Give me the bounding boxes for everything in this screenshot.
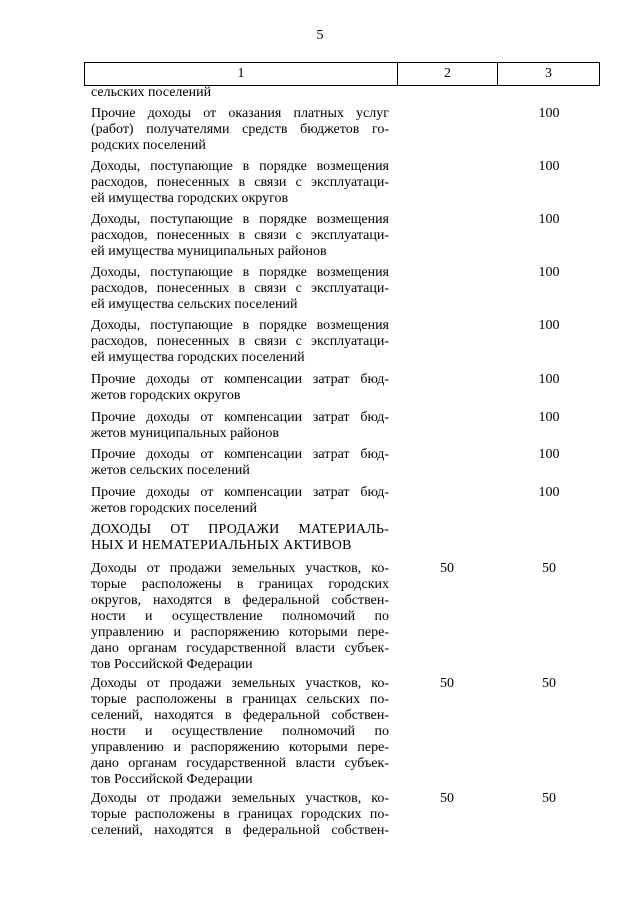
header-col-3: 3 — [545, 66, 552, 81]
row-line: Прочие доходы от компенсации затрат бюд- — [91, 485, 389, 500]
row-value-col3: 100 — [538, 106, 560, 121]
row-line: дано органам государственной власти субъек- — [91, 756, 389, 771]
row-description — [91, 106, 389, 154]
row-line: тов Российской Федерации — [91, 657, 253, 672]
row-value-col3: 100 — [538, 265, 560, 280]
row-line: ей имущества городских поселений — [91, 350, 305, 365]
row-line: Доходы, поступающие в порядке возмещения — [91, 265, 389, 280]
row-description — [91, 318, 389, 366]
row-value-col3: 100 — [538, 318, 560, 333]
row-line: Доходы, поступающие в порядке возмещения — [91, 212, 389, 227]
row-description — [91, 522, 389, 554]
row-description — [91, 561, 389, 673]
header-col-2: 2 — [398, 63, 498, 85]
row-value-col2: 50 — [440, 561, 454, 576]
row-line: округов, находятся в федеральной собствен- — [91, 593, 389, 608]
section-heading-line: ДОХОДЫ ОТ ПРОДАЖИ МАТЕРИАЛЬ- — [91, 522, 389, 537]
row-line: селений, находятся в федеральной собствен- — [91, 708, 389, 723]
row-line: Доходы от продажи земельных участков, ко- — [91, 676, 389, 691]
row-line: Прочие доходы от компенсации затрат бюд- — [91, 447, 389, 462]
row-line: Прочие доходы от оказания платных услуг — [91, 106, 389, 121]
row-value-col2: 50 — [440, 676, 454, 691]
row-line: родских поселений — [91, 138, 206, 153]
row-value-col3: 50 — [542, 676, 556, 691]
row-line: ности и осуществление полномочий по — [91, 724, 389, 739]
page-number: 5 — [316, 28, 324, 43]
row-line: ей имущества сельских поселений — [91, 297, 298, 312]
row-value-col3: 100 — [538, 485, 560, 500]
row-line: тов Российской Федерации — [91, 772, 253, 787]
row-line: расходов, понесенных в связи с эксплуатаци- — [91, 281, 389, 296]
row-line: расходов, понесенных в связи с эксплуатаци- — [91, 334, 389, 349]
row-description — [91, 85, 389, 101]
row-description — [91, 265, 389, 313]
section-heading-line: НЫХ И НЕМАТЕРИАЛЬНЫХ АКТИВОВ — [91, 538, 352, 553]
row-description — [91, 447, 389, 479]
row-line: ей имущества муниципальных районов — [91, 244, 327, 259]
row-line: управлению и распоряжению которыми пере- — [91, 625, 389, 640]
row-value-col3: 100 — [538, 372, 560, 387]
row-line: селений, находятся в федеральной собствен- — [91, 823, 389, 838]
row-line: управлению и распоряжению которыми пере- — [91, 740, 389, 755]
row-line: расходов, понесенных в связи с эксплуатаци- — [91, 175, 389, 190]
row-line: ности и осуществление полномочий по — [91, 609, 389, 624]
row-description — [91, 372, 389, 404]
row-line: ей имущества городских округов — [91, 191, 289, 206]
row-description — [91, 791, 389, 839]
row-line: расходов, понесенных в связи с эксплуатаци- — [91, 228, 389, 243]
row-description — [91, 676, 389, 788]
row-line: жетов сельских поселений — [91, 463, 250, 478]
table-header — [84, 62, 600, 86]
row-line: Доходы, поступающие в порядке возмещения — [91, 159, 389, 174]
row-line: дано органам государственной власти субъек- — [91, 641, 389, 656]
row-value-col3: 100 — [538, 447, 560, 462]
row-line: торые расположены в границах городских по- — [91, 807, 389, 822]
row-value-col3: 100 — [538, 159, 560, 174]
row-line: жетов городских округов — [91, 388, 241, 403]
row-description — [91, 485, 389, 517]
row-description — [91, 410, 389, 442]
row-value-col3: 100 — [538, 410, 560, 425]
row-line: Доходы от продажи земельных участков, ко- — [91, 791, 389, 806]
row-line: Доходы, поступающие в порядке возмещения — [91, 318, 389, 333]
row-line: жетов городских поселений — [91, 501, 257, 516]
row-value-col3: 100 — [538, 212, 560, 227]
row-line: торые расположены в границах городских — [91, 577, 389, 592]
row-value-col3: 50 — [542, 791, 556, 806]
row-line: сельских поселений — [91, 85, 212, 100]
row-line: жетов муниципальных районов — [91, 426, 279, 441]
row-description — [91, 159, 389, 207]
header-col-1: 1 — [85, 63, 398, 85]
row-line: торые расположены в границах сельских по- — [91, 692, 389, 707]
row-line: Прочие доходы от компенсации затрат бюд- — [91, 372, 389, 387]
row-value-col3: 50 — [542, 561, 556, 576]
row-value-col2: 50 — [440, 791, 454, 806]
row-description — [91, 212, 389, 260]
row-line: Прочие доходы от компенсации затрат бюд- — [91, 410, 389, 425]
row-line: Доходы от продажи земельных участков, ко- — [91, 561, 389, 576]
row-line: (работ) получателями средств бюджетов го- — [91, 122, 389, 137]
